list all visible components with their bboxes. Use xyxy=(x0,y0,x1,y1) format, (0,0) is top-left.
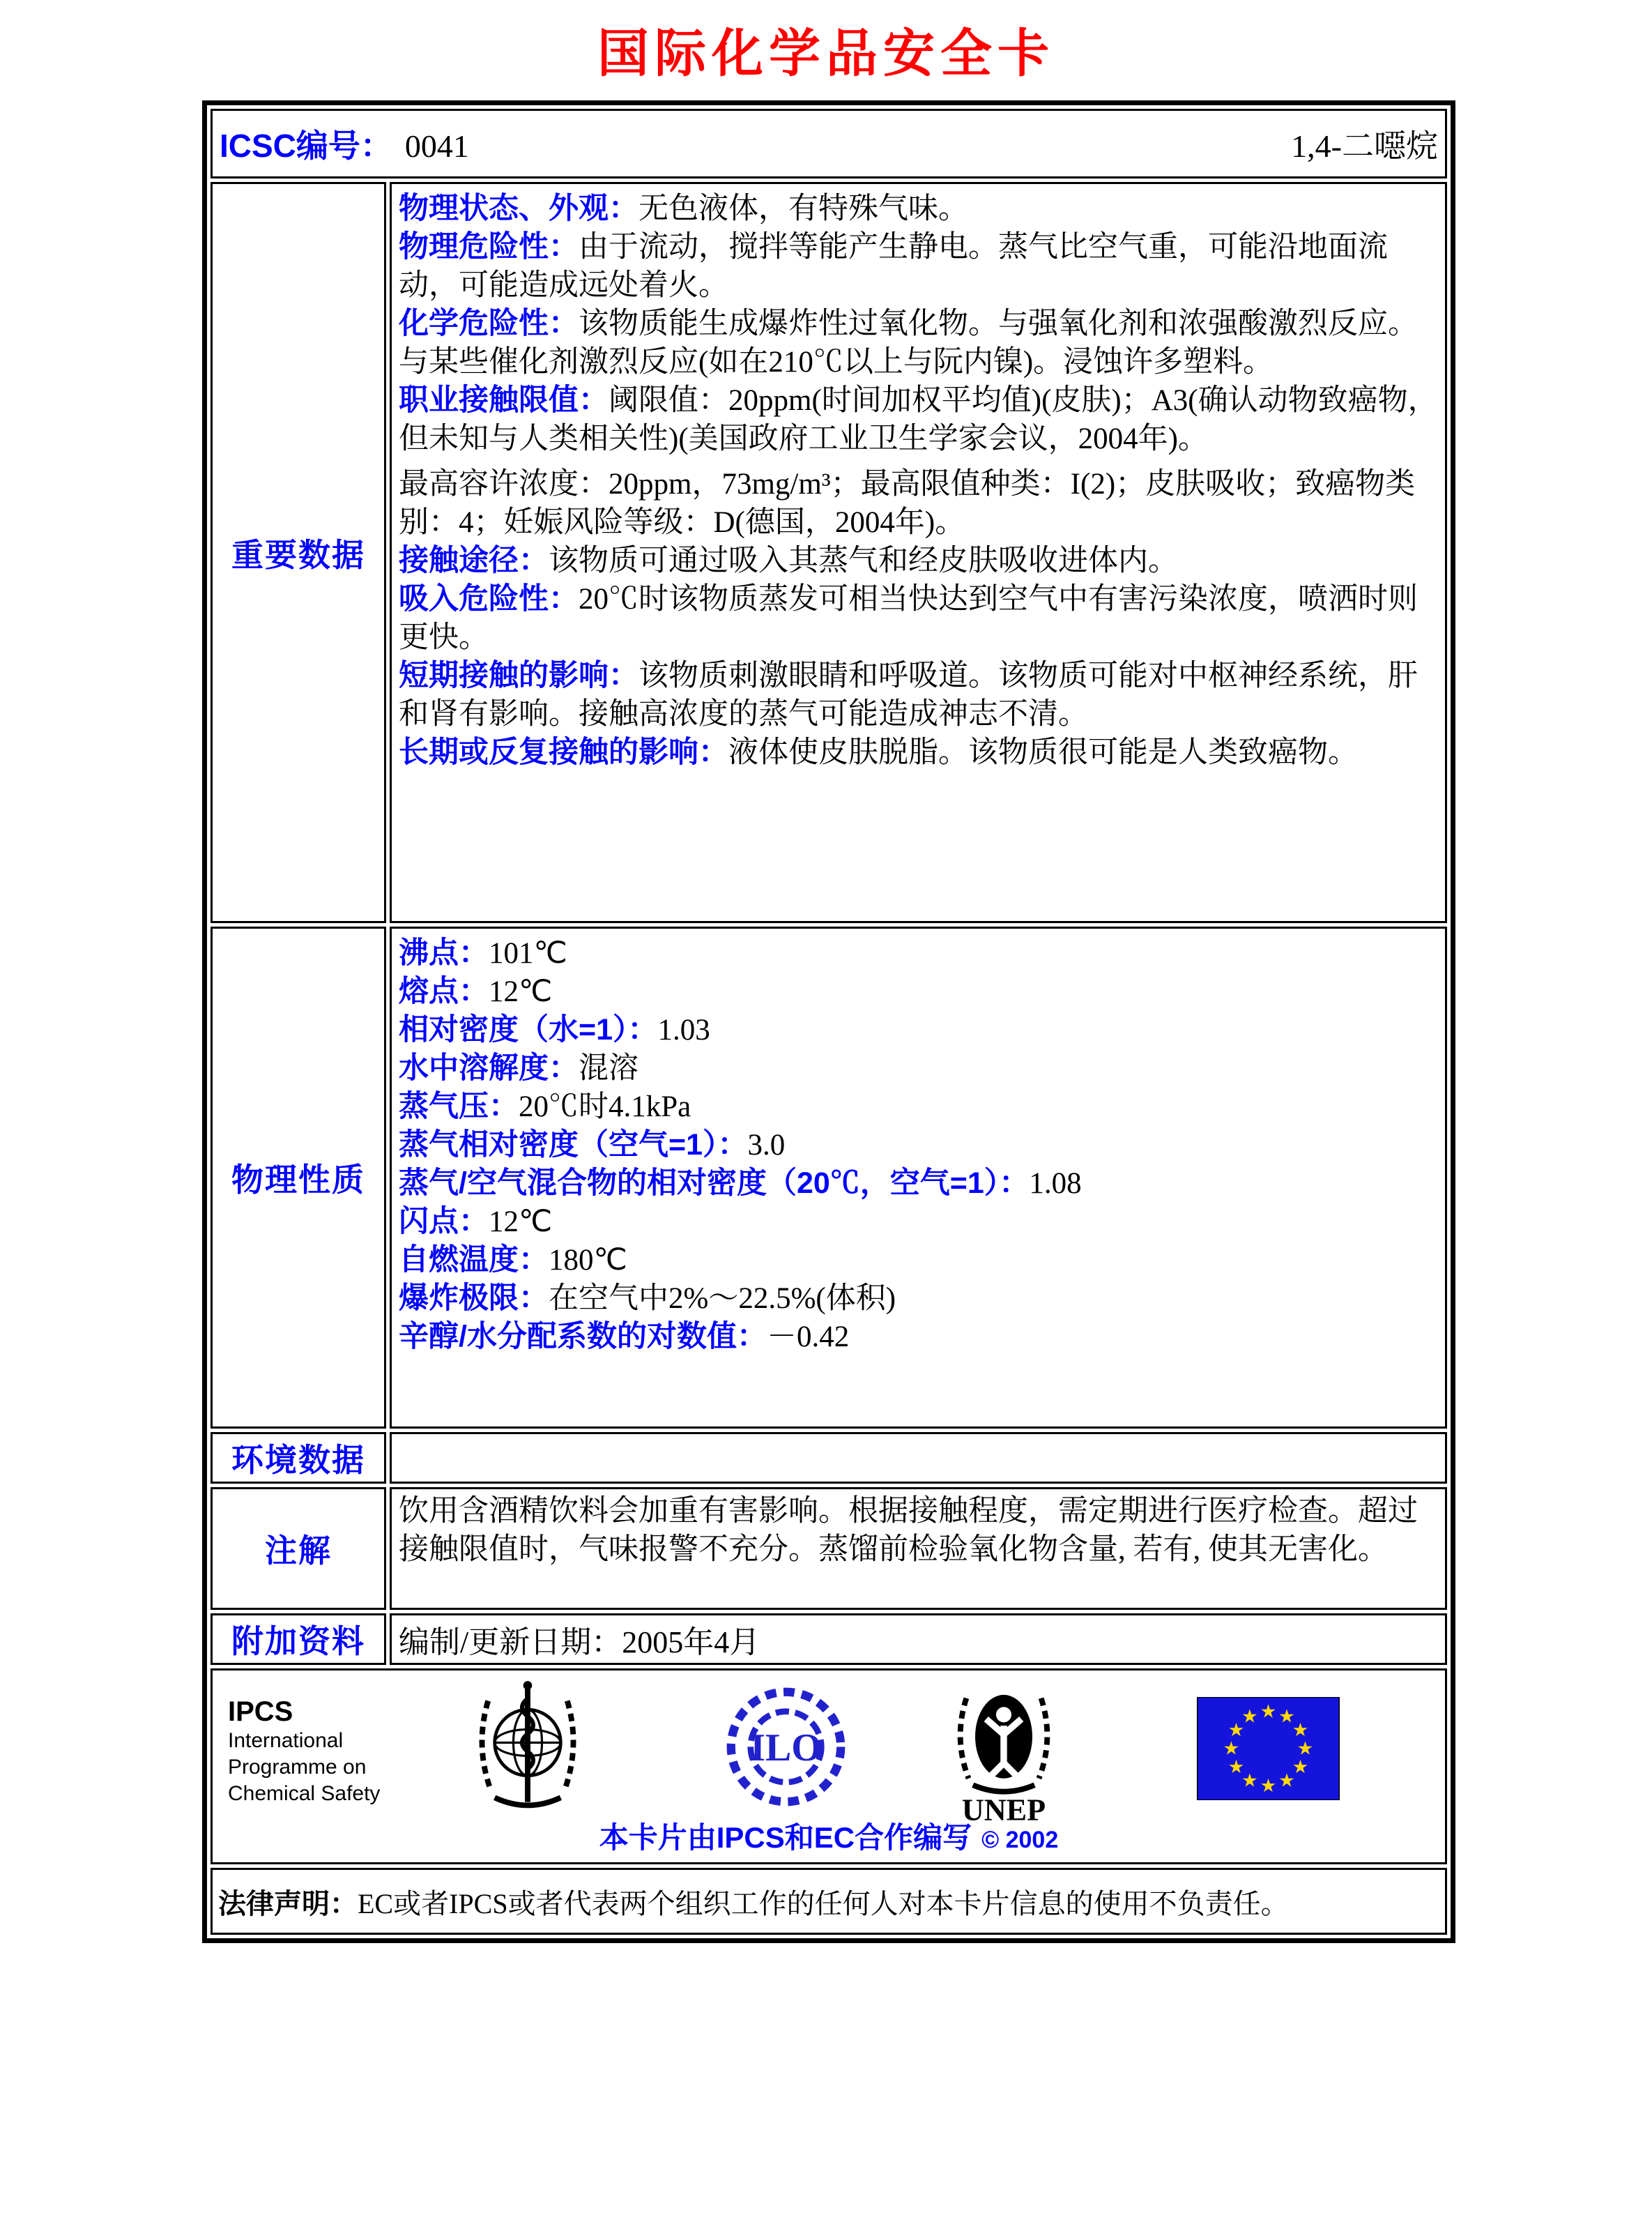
ipcs-text-block xyxy=(228,1696,380,1807)
field-label: 吸入危险性： xyxy=(399,582,579,616)
field-value: 阈限值：20ppm(时间加权平均值)(皮肤)；A3(确认动物致癌物，但未知与人类相关性)(美国政府工业卫生学家会议，2004年)。 xyxy=(399,384,1438,455)
field-label: 蒸气相对密度（空气=1）： xyxy=(399,1128,748,1162)
field-value: 最高容许浓度：20ppm，73mg/m³；最高限值种类：I(2)；皮肤吸收；致癌物类别：4；妊娠风险等级：D(德国，2004年)。 xyxy=(399,468,1416,539)
unep-logo-icon xyxy=(948,1682,1060,1828)
field-value: 12℃ xyxy=(489,1205,553,1238)
field-value: 混溶 xyxy=(579,1052,638,1085)
logos-row xyxy=(211,1668,1447,1864)
header-row xyxy=(211,109,1447,178)
icsc-table xyxy=(202,100,1455,1943)
field-value: 无色液体，有特殊气味。 xyxy=(638,192,968,225)
legal-row xyxy=(211,1868,1447,1935)
property-line xyxy=(399,1011,1438,1049)
field-label: 蒸气压： xyxy=(399,1090,519,1123)
field-label: 闪点： xyxy=(399,1205,489,1238)
eu-star-icon: ★ xyxy=(1278,1770,1295,1791)
physical-properties-row-label: 物理性质 xyxy=(211,927,386,1429)
property-line xyxy=(399,580,1438,657)
unep-caption: UNEP xyxy=(961,1793,1046,1825)
eu-star-icon: ★ xyxy=(1223,1737,1240,1759)
property-line xyxy=(399,934,1438,973)
property-line xyxy=(399,1241,1438,1279)
environmental-data-content xyxy=(390,1432,1447,1484)
property-line xyxy=(399,1164,1438,1203)
field-value: 3.0 xyxy=(747,1129,786,1162)
property-line xyxy=(399,190,1438,228)
property-line xyxy=(399,1318,1438,1356)
field-value: 12℃ xyxy=(489,975,553,1008)
additional-info-row-label: 附加资料 xyxy=(211,1613,386,1665)
field-value: 180℃ xyxy=(549,1244,627,1277)
eu-star-icon: ★ xyxy=(1227,1756,1245,1778)
field-value: 在空气中2%～22.5%(体积) xyxy=(549,1282,896,1315)
logos-cell xyxy=(211,1668,1447,1864)
field-value: 该物质可通过吸入其蒸气和经皮肤吸收进体内。 xyxy=(549,545,1178,577)
legal-label: 法律声明： xyxy=(218,1888,358,1919)
notes-row xyxy=(211,1487,1447,1610)
ipcs-acronym: IPCS xyxy=(228,1696,293,1727)
property-line xyxy=(399,1049,1438,1088)
property-line xyxy=(399,1088,1438,1126)
field-value: 1.08 xyxy=(1029,1167,1082,1200)
property-line xyxy=(399,1279,1438,1318)
eu-star-icon: ★ xyxy=(1227,1719,1245,1741)
field-label: 相对密度（水=1）： xyxy=(399,1013,658,1047)
property-line xyxy=(399,542,1438,580)
notes-content: 饮用含酒精饮料会加重有害影响。根据接触程度，需定期进行医疗检查。超过接触限值时，气味报警不充分。蒸馏前检验氧化物含量, 若有, 使其无害化。 xyxy=(390,1487,1447,1610)
field-label: 长期或反复接触的影响： xyxy=(399,736,728,769)
cooperation-caption xyxy=(213,1815,1445,1857)
page-title: 国际化学品安全卡 xyxy=(597,26,1055,83)
field-label: 职业接触限值： xyxy=(399,383,609,417)
eu-star-icon: ★ xyxy=(1292,1756,1309,1778)
physical-properties-content xyxy=(390,927,1447,1429)
property-line xyxy=(399,1203,1438,1241)
legal-text: EC或者IPCS或者代表两个组织工作的任何人对本卡片信息的使用不负责任。 xyxy=(358,1887,1289,1919)
field-label: 自燃温度： xyxy=(399,1243,549,1277)
header-cell xyxy=(211,109,1447,178)
field-value: －0.42 xyxy=(766,1321,850,1353)
field-value: 20℃时该物质蒸发可相当快达到空气中有害污染浓度，喷洒时则更快。 xyxy=(399,583,1418,654)
property-line xyxy=(399,657,1438,733)
field-value: 该物质能生成爆炸性过氧化物。与强氧化剂和浓强酸激烈反应。与某些催化剂激烈反应(如在210℃以上与阮内镍)。浸蚀许多塑料。 xyxy=(399,307,1418,379)
property-line xyxy=(399,1126,1438,1164)
environmental-data-row-label: 环境数据 xyxy=(211,1432,386,1484)
field-label: 接触途径： xyxy=(399,544,549,577)
environmental-data-row xyxy=(211,1432,1447,1484)
field-label: 辛醇/水分配系数的对数值： xyxy=(399,1320,767,1353)
who-logo-icon xyxy=(472,1679,583,1825)
icsc-number-label: ICSC编号： xyxy=(220,128,392,164)
property-line xyxy=(399,733,1438,772)
ilo-logo-icon xyxy=(725,1686,847,1811)
important-data-row xyxy=(211,182,1447,923)
eu-star-icon: ★ xyxy=(1278,1705,1295,1727)
field-label: 短期接触的影响： xyxy=(399,659,638,692)
property-line xyxy=(399,381,1438,458)
field-value: 由于流动，搅拌等能产生静电。蒸气比空气重，可能沿地面流动，可能造成远处着火。 xyxy=(399,231,1388,302)
field-value: 20℃时4.1kPa xyxy=(519,1090,691,1123)
copyright-text: © 2002 xyxy=(981,1827,1059,1853)
field-value: 该物质刺激眼睛和呼吸道。该物质可能对中枢神经系统，肝和肾有影响。接触高浓度的蒸气可能造成神志不清。 xyxy=(399,660,1418,731)
icsc-card xyxy=(202,100,1455,1943)
eu-star-icon: ★ xyxy=(1241,1770,1258,1791)
ipcs-line: Programme on xyxy=(228,1756,367,1779)
eu-star-icon: ★ xyxy=(1241,1705,1258,1727)
ipcs-line: International xyxy=(228,1729,344,1752)
field-label: 爆炸极限： xyxy=(399,1281,549,1315)
field-label: 沸点： xyxy=(399,936,489,970)
eu-star-icon: ★ xyxy=(1260,1700,1277,1722)
field-label: 水中溶解度： xyxy=(399,1051,579,1085)
icsc-number-value: 0041 xyxy=(404,128,469,164)
cooperation-caption-text: 本卡片由IPCS和EC合作编写 xyxy=(599,1821,972,1854)
chemical-name: 1,4-二噁烷 xyxy=(1291,128,1438,164)
notes-row-label: 注解 xyxy=(211,1487,386,1610)
field-label: 熔点： xyxy=(399,975,489,1008)
important-data-row-label: 重要数据 xyxy=(211,182,386,923)
property-line xyxy=(399,228,1438,305)
property-line xyxy=(399,973,1438,1011)
field-label: 化学危险性： xyxy=(399,307,579,340)
eu-flag-icon xyxy=(1197,1697,1340,1804)
eu-star-icon: ★ xyxy=(1260,1774,1277,1796)
field-value: 101℃ xyxy=(489,937,567,970)
physical-properties-row xyxy=(211,927,1447,1429)
property-line xyxy=(399,305,1438,381)
field-label: 物理危险性： xyxy=(399,230,579,264)
important-data-content xyxy=(390,182,1447,923)
field-label: 蒸气/空气混合物的相对密度（20℃，空气=1）： xyxy=(399,1166,1030,1200)
field-value: 液体使皮肤脱脂。该物质很可能是人类致癌物。 xyxy=(728,736,1358,769)
field-label: 物理状态、外观： xyxy=(399,192,638,225)
ipcs-line: Chemical Safety xyxy=(228,1782,381,1805)
additional-info-row xyxy=(211,1613,1447,1665)
additional-info-content: 编制/更新日期：2005年4月 xyxy=(390,1613,1447,1665)
eu-star-icon: ★ xyxy=(1297,1737,1314,1759)
legal-cell xyxy=(211,1868,1447,1935)
field-value: 1.03 xyxy=(657,1014,710,1047)
eu-star-icon: ★ xyxy=(1292,1719,1309,1741)
property-line xyxy=(399,465,1438,542)
icsc-number-group xyxy=(220,121,469,167)
ilo-letters: ILO xyxy=(750,1726,822,1770)
